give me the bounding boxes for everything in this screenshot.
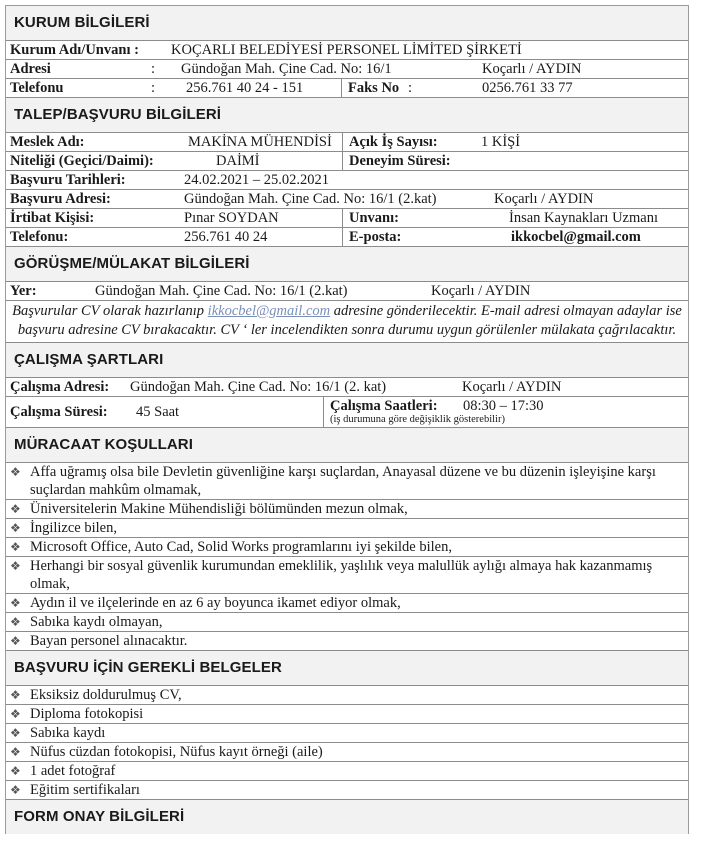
bullet-icon: ❖: [10, 540, 21, 554]
calisma-address-row: [6, 378, 688, 397]
hours-value: 08:30 – 17:30: [463, 398, 544, 414]
list-item-text: Sabıka kaydı olmayan,: [30, 614, 163, 630]
calisma-hours-row: [6, 397, 688, 428]
type-label: Niteliği (Geçici/Daimi):: [10, 153, 154, 169]
list-item: [6, 686, 688, 705]
kurum-phone-value: 256.761 40 24 - 151: [186, 80, 304, 96]
bullet-icon: ❖: [10, 707, 21, 721]
list-item-text: Microsoft Office, Auto Cad, Solid Works programlarını iyi şekilde bilen,: [30, 539, 452, 555]
experience-label: Deneyim Süresi:: [349, 153, 451, 169]
list-item: [6, 594, 688, 613]
kurum-name-value: KOÇARLI BELEDİYESİ PERSONEL LİMİTED ŞİRKETİ: [171, 42, 522, 58]
contact-title-label: Unvanı:: [349, 210, 399, 226]
place-city: Koçarlı / AYDIN: [431, 283, 531, 299]
bullet-icon: ❖: [10, 726, 21, 740]
bullet-icon: ❖: [10, 502, 21, 516]
list-item-text: Üniversitelerin Makine Mühendisliği bölümünden mezun olmak,: [30, 501, 408, 517]
work-address-value: Gündoğan Mah. Çine Cad. No: 16/1 (2. kat): [130, 379, 387, 395]
talep-contact-row: [6, 209, 688, 228]
duration-value: 45 Saat: [136, 404, 180, 420]
divider: [342, 228, 343, 246]
list-item-text: İngilizce bilen,: [30, 520, 117, 536]
section-header-muracaat: MÜRACAAT KOŞULLARI: [6, 428, 688, 463]
bullet-icon: ❖: [10, 596, 21, 610]
job-label: Meslek Adı:: [10, 134, 85, 150]
divider: [342, 152, 343, 170]
gorusme-place-row: [6, 282, 688, 301]
kurum-fax-value: 0256.761 33 77: [482, 80, 573, 96]
section-header-talep: TALEP/BAŞVURU BİLGİLERİ: [6, 98, 688, 133]
apply-address-city: Koçarlı / AYDIN: [494, 191, 594, 207]
contact-title-value: İnsan Kaynakları Uzmanı: [509, 210, 658, 226]
talep-phone-row: [6, 228, 688, 247]
list-item: [6, 632, 688, 651]
kurum-address-row: [6, 60, 688, 79]
talep-dates-row: [6, 171, 688, 190]
bullet-icon: ❖: [10, 465, 21, 479]
divider: [341, 79, 342, 97]
email-label: E-posta:: [349, 229, 402, 245]
kurum-phone-row: [6, 79, 688, 98]
apply-address-value: Gündoğan Mah. Çine Cad. No: 16/1 (2.kat): [184, 191, 437, 207]
belgeler-list: [6, 686, 688, 800]
section-header-gorusme: GÖRÜŞME/MÜLAKAT BİLGİLERİ: [6, 247, 688, 282]
kurum-address-label: Adresi: [10, 61, 51, 77]
list-item: [6, 724, 688, 743]
list-item: [6, 463, 688, 500]
hours-note: (iş durumuna göre değişiklik gösterebilir): [330, 414, 505, 425]
muracaat-list: [6, 463, 688, 651]
work-address-label: Çalışma Adresi:: [10, 379, 110, 395]
talep-type-row: [6, 152, 688, 171]
contact-value: Pınar SOYDAN: [184, 210, 279, 226]
list-item-text: Sabıka kaydı: [30, 725, 106, 741]
section-header-form-onay: FORM ONAY BİLGİLERİ: [6, 800, 688, 834]
kurum-name-label: Kurum Adı/Unvanı :: [10, 42, 139, 58]
section-header-calisma: ÇALIŞMA ŞARTLARI: [6, 343, 688, 378]
list-item-text: Affa uğramış olsa bile Devletin güvenliğine karşı suçlardan, Anayasal düzene ve bu düzenin işleyişine karşı suçlardan mahkûm olmamak,: [30, 464, 656, 498]
openings-label: Açık İş Sayısı:: [349, 134, 438, 150]
kurum-address-city: Koçarlı / AYDIN: [482, 61, 582, 77]
email-link[interactable]: ikkocbel@gmail.com: [207, 303, 331, 319]
kurum-phone-label: Telefonu: [10, 80, 64, 96]
list-item-text: Bayan personel alınacaktır.: [30, 633, 188, 649]
application-note: [6, 301, 688, 343]
apply-address-label: Başvuru Adresi:: [10, 191, 111, 207]
list-item: [6, 781, 688, 800]
list-item: [6, 705, 688, 724]
talep-apply-address-row: [6, 190, 688, 209]
bullet-icon: ❖: [10, 783, 21, 797]
divider: [323, 397, 324, 427]
type-value: DAİMİ: [216, 153, 260, 169]
divider: [342, 209, 343, 227]
bullet-icon: ❖: [10, 615, 21, 629]
list-item: [6, 519, 688, 538]
dates-value: 24.02.2021 – 25.02.2021: [184, 172, 329, 188]
list-item-text: Eğitim sertifikaları: [30, 782, 140, 798]
list-item-text: Herhangi bir sosyal güvenlik kurumundan emeklilik, yaşlılık veya malullük aylığı almaya hak kazanmamış olmak,: [30, 558, 653, 592]
list-item-text: Aydın il ve ilçelerinde en az 6 ay boyunca ikamet ediyor olmak,: [30, 595, 401, 611]
talep-job-row: [6, 133, 688, 152]
bullet-icon: ❖: [10, 521, 21, 535]
list-item: [6, 557, 688, 594]
divider: [342, 133, 343, 151]
kurum-address-colon: :: [151, 61, 156, 77]
list-item-text: Nüfus cüzdan fotokopisi, Nüfus kayıt örneği (aile): [30, 744, 323, 760]
duration-label: Çalışma Süresi:: [10, 404, 108, 420]
contact-phone-value: 256.761 40 24: [184, 229, 268, 245]
list-item: [6, 500, 688, 519]
list-item-text: Eksiksiz doldurulmuş CV,: [30, 687, 182, 703]
list-item: [6, 538, 688, 557]
job-posting-form: [5, 5, 689, 834]
note-text-2: adresine gönderilecektir. E-mail adresi olmayan adaylar ise başvuru adresine CV bırakacaktır. CV ‘ ler incelendikten sonra durumu uygun görülenler mülakata çağrılacaktır.: [17, 303, 682, 338]
kurum-phone-colon: :: [151, 80, 156, 96]
bullet-icon: ❖: [10, 559, 21, 573]
list-item-text: Diploma fotokopisi: [30, 706, 144, 722]
list-item: [6, 613, 688, 632]
dates-label: Başvuru Tarihleri:: [10, 172, 126, 188]
section-header-kurum: KURUM BİLGİLERİ: [6, 6, 688, 41]
bullet-icon: ❖: [10, 764, 21, 778]
place-label: Yer:: [10, 283, 37, 299]
work-address-city: Koçarlı / AYDIN: [462, 379, 562, 395]
note-text-1: Başvurular CV olarak hazırlanıp: [12, 303, 208, 319]
section-header-belgeler: BAŞVURU İÇİN GEREKLİ BELGELER: [6, 651, 688, 686]
place-value: Gündoğan Mah. Çine Cad. No: 16/1 (2.kat): [95, 283, 348, 299]
list-item: [6, 762, 688, 781]
bullet-icon: ❖: [10, 688, 21, 702]
hours-label: Çalışma Saatleri:: [330, 398, 438, 414]
contact-phone-label: Telefonu:: [10, 229, 69, 245]
list-item-text: 1 adet fotoğraf: [30, 763, 116, 779]
email-value[interactable]: ikkocbel@gmail.com: [511, 229, 641, 245]
kurum-fax-label: Faks No: [348, 80, 400, 96]
kurum-fax-colon: :: [408, 80, 413, 96]
bullet-icon: ❖: [10, 634, 21, 648]
kurum-address-value: Gündoğan Mah. Çine Cad. No: 16/1: [181, 61, 392, 77]
kurum-name-row: [6, 41, 688, 60]
bullet-icon: ❖: [10, 745, 21, 759]
openings-value: 1 KİŞİ: [481, 134, 521, 150]
list-item: [6, 743, 688, 762]
contact-label: İrtibat Kişisi:: [10, 210, 95, 226]
job-value: MAKİNA MÜHENDİSİ: [188, 134, 332, 150]
